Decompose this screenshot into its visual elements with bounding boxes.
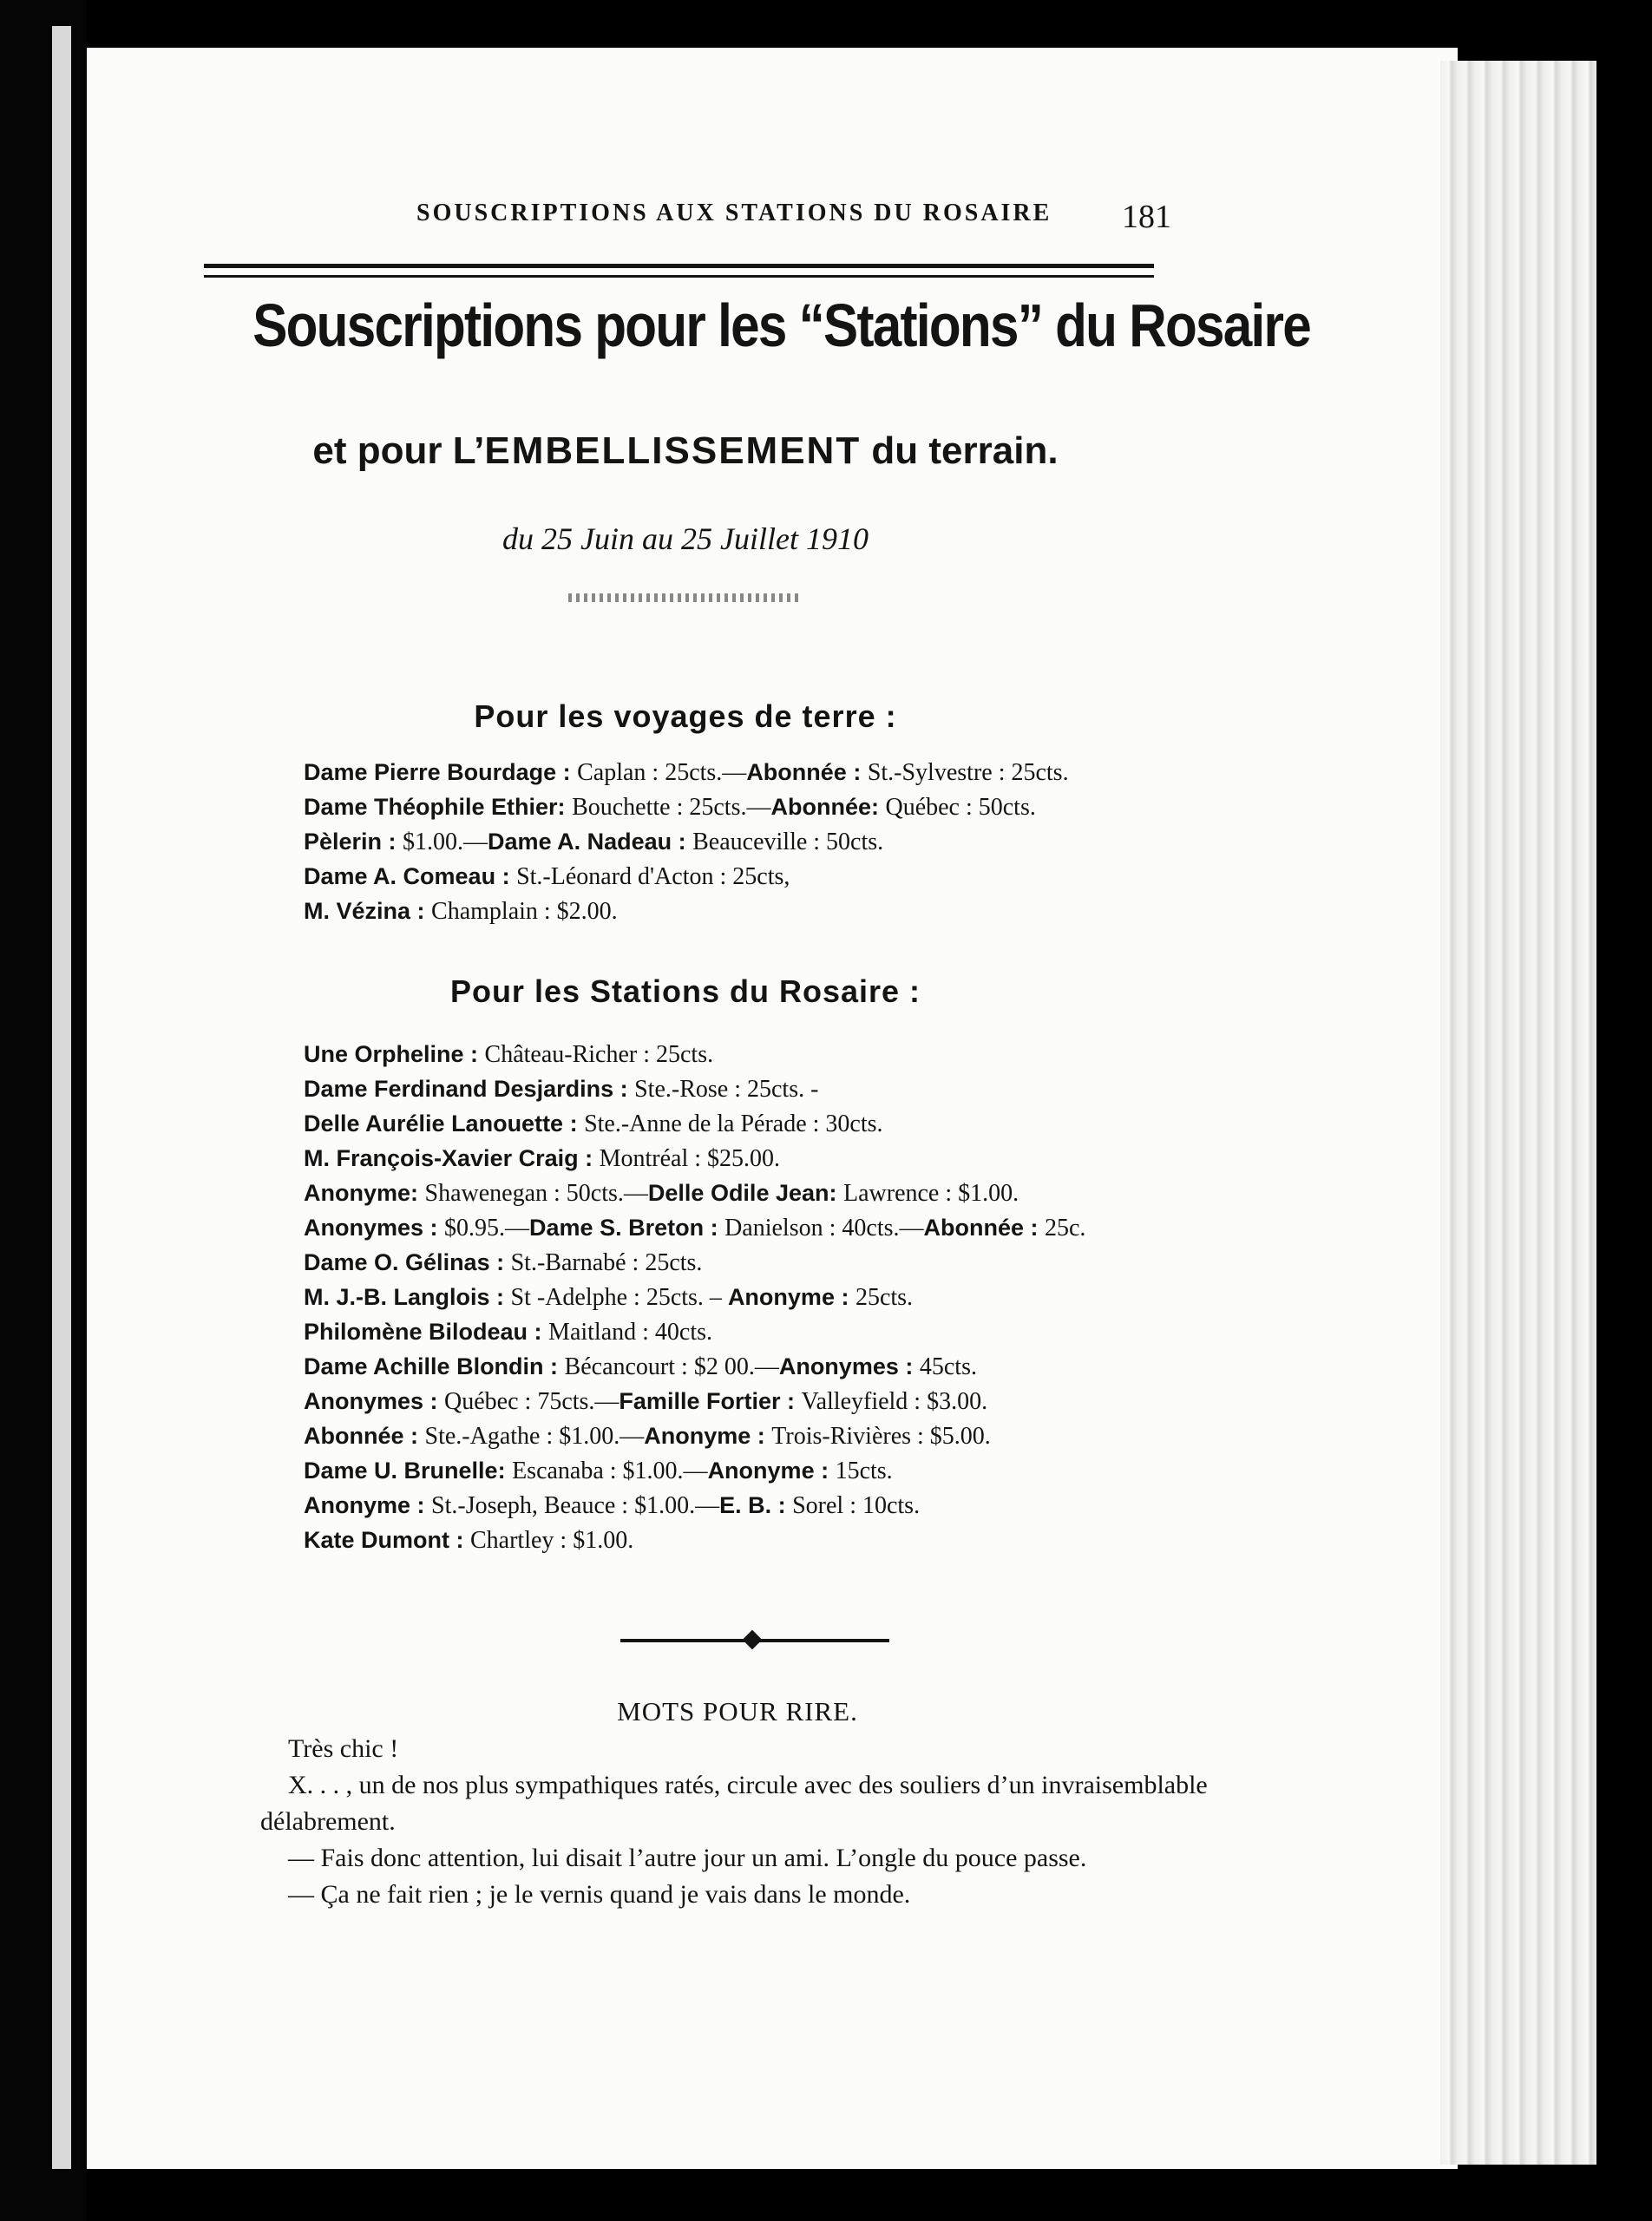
subscription-entry	[304, 1314, 1258, 1349]
donor-name: Anonymes :	[778, 1353, 920, 1379]
donation-detail: Sorel : 10cts.	[792, 1492, 921, 1519]
donor-name: Pèlerin :	[304, 829, 403, 855]
section-heading-voyages: Pour les voyages de terre :	[474, 698, 897, 734]
donor-name: Dame Pierre Bourdage :	[304, 759, 578, 785]
subtitle-emphasis: EMBELLISSEMENT	[484, 429, 862, 472]
donor-name: Abonnée :	[746, 759, 868, 785]
donor-name: Anonymes :	[304, 1388, 445, 1414]
donation-detail: Danielson : 40cts.—	[724, 1215, 924, 1242]
donor-name: Dame Achille Blondin :	[304, 1353, 565, 1379]
donation-detail: Maitland : 40cts.	[548, 1319, 713, 1346]
date-range: du 25 Juin au 25 Juillet 1910	[502, 521, 869, 556]
donor-name: Anonyme :	[304, 1492, 432, 1518]
donation-detail: Trois-Rivières : $5.00.	[771, 1423, 991, 1450]
donation-detail: 45cts.	[919, 1353, 977, 1380]
donor-name: Dame A. Comeau :	[304, 863, 517, 889]
donation-detail: St.-Léonard d'Acton : 25cts,	[516, 863, 790, 890]
previous-page-edge	[52, 26, 71, 2169]
scan-right-edge	[1596, 35, 1652, 2186]
donor-name: Abonnée :	[923, 1215, 1045, 1241]
donation-detail: Bécancourt : $2 00.—	[564, 1353, 779, 1380]
page-edges-stack	[1440, 61, 1596, 2165]
donor-name: Abonnée :	[304, 1423, 425, 1449]
donor-name: Dame Théophile Ethier:	[304, 794, 573, 820]
donation-detail: Caplan : 25cts.—	[577, 759, 747, 786]
subtitle-pre: et pour L’	[312, 429, 485, 472]
donor-name: M. Vézina :	[304, 898, 432, 924]
joke-text	[260, 1731, 1228, 1913]
donor-name: Kate Dumont :	[304, 1527, 470, 1553]
donation-detail: Lawrence : $1.00.	[843, 1180, 1019, 1207]
subscription-entry	[304, 824, 1258, 859]
donor-name: M. François-Xavier Craig :	[304, 1145, 600, 1171]
donation-detail: $1.00.—	[403, 829, 488, 855]
page-number: 181	[1122, 199, 1171, 235]
donation-detail: Beauceville : 50cts.	[692, 829, 884, 855]
header-double-rule	[204, 264, 1154, 278]
donation-detail: St.-Joseph, Beauce : $1.00.—	[431, 1492, 720, 1519]
subscription-entry	[304, 789, 1258, 824]
joke-paragraph: X. . . , un de nos plus sympathiques ratés, circule avec des souliers d’un invraisemblable délabrement.	[260, 1771, 1208, 1836]
page-title: Souscriptions pour les “Stations” du Rosaire	[252, 292, 1311, 359]
mots-pour-rire-heading: MOTS POUR RIRE.	[617, 1696, 858, 1726]
donation-detail: Escanaba : $1.00.—	[512, 1458, 708, 1484]
donation-detail: Chartley : $1.00.	[470, 1527, 634, 1554]
joke-paragraph: — Fais donc attention, lui disait l’autre jour un ami. L’ongle du pouce passe.	[288, 1844, 1087, 1872]
donor-name: Delle Odile Jean:	[647, 1180, 843, 1206]
donation-detail: 15cts.	[835, 1458, 893, 1484]
donation-detail: Shawenegan : 50cts.—	[424, 1180, 648, 1207]
donor-name: Anonyme :	[644, 1423, 772, 1449]
donation-detail: Valleyfield : $3.00.	[801, 1388, 988, 1415]
subscription-entry	[304, 1418, 1258, 1453]
joke-paragraph: Très chic !	[288, 1734, 399, 1763]
subtitle-post: du terrain.	[861, 429, 1059, 472]
donor-name: Dame U. Brunelle:	[304, 1458, 513, 1484]
donor-name: E. B. :	[719, 1492, 793, 1518]
donor-name: Anonyme :	[727, 1284, 856, 1310]
stations-subscription-list	[304, 1037, 1258, 1557]
donation-detail: Québec : 75cts.—	[444, 1388, 620, 1415]
subscription-entry	[304, 1037, 1258, 1071]
joke-paragraph: — Ça ne fait rien ; je le vernis quand je vais dans le monde.	[288, 1880, 911, 1909]
donor-name: Dame Ferdinand Desjardins :	[304, 1076, 635, 1102]
subscription-entry	[304, 1523, 1258, 1557]
page-subtitle	[182, 429, 1189, 473]
donation-detail: Champlain : $2.00.	[431, 898, 618, 925]
donation-detail: $0.95.—	[444, 1215, 530, 1242]
donation-detail: 25c.	[1045, 1215, 1086, 1242]
donation-detail: 25cts.	[855, 1284, 914, 1311]
donation-detail: St.-Sylvestre : 25cts.	[867, 759, 1069, 786]
dotted-ornament	[568, 593, 803, 602]
subscription-entry	[304, 1071, 1258, 1106]
donation-detail: St.-Barnabé : 25cts.	[510, 1249, 703, 1276]
donation-detail: St -Adelphe : 25cts. –	[510, 1284, 728, 1311]
subscription-entry	[304, 1488, 1258, 1523]
subscription-entry	[304, 1106, 1258, 1141]
subscription-entry	[304, 1349, 1258, 1384]
donation-detail: Ste.-Rose : 25cts. -	[634, 1076, 819, 1103]
donor-name: Anonymes :	[304, 1215, 445, 1241]
subscription-entry	[304, 1210, 1258, 1245]
donor-name: Philomène Bilodeau :	[304, 1319, 549, 1345]
donor-name: Anonyme :	[707, 1458, 836, 1484]
donor-name: M. J.-B. Langlois :	[304, 1284, 511, 1310]
subscription-entry	[304, 1453, 1258, 1488]
subscription-entry	[304, 1245, 1258, 1280]
donation-detail: Château-Richer : 25cts.	[484, 1041, 714, 1068]
donor-name: Abonnée:	[770, 794, 886, 820]
section-heading-stations: Pour les Stations du Rosaire :	[449, 973, 921, 1009]
donor-name: Dame O. Gélinas :	[304, 1249, 511, 1275]
donor-name: Une Orpheline :	[304, 1041, 485, 1067]
subscription-entry	[304, 1384, 1258, 1418]
donor-name: Dame A. Nadeau :	[488, 829, 693, 855]
donation-detail: Ste.-Agathe : $1.00.—	[424, 1423, 645, 1450]
subscription-entry	[304, 859, 1258, 894]
voyages-subscription-list	[304, 755, 1258, 928]
donor-name: Famille Fortier :	[619, 1388, 802, 1414]
subscription-entry	[304, 894, 1258, 928]
donor-name: Dame S. Breton :	[529, 1215, 725, 1241]
subscription-entry	[304, 1280, 1258, 1314]
donor-name: Delle Aurélie Lanouette :	[304, 1110, 585, 1137]
subscription-entry	[304, 1141, 1258, 1176]
subscription-entry	[304, 1176, 1258, 1210]
scan-left-edge	[0, 0, 87, 2221]
running-head: SOUSCRIPTIONS AUX STATIONS DU ROSAIRE	[416, 200, 1052, 226]
subscription-entry	[304, 755, 1258, 789]
donation-detail: Bouchette : 25cts.—	[572, 794, 771, 821]
donation-detail: Ste.-Anne de la Pérade : 30cts.	[584, 1110, 883, 1137]
donor-name: Anonyme:	[304, 1180, 425, 1206]
donation-detail: Québec : 50cts.	[885, 794, 1036, 821]
donation-detail: Montréal : $25.00.	[599, 1145, 781, 1172]
